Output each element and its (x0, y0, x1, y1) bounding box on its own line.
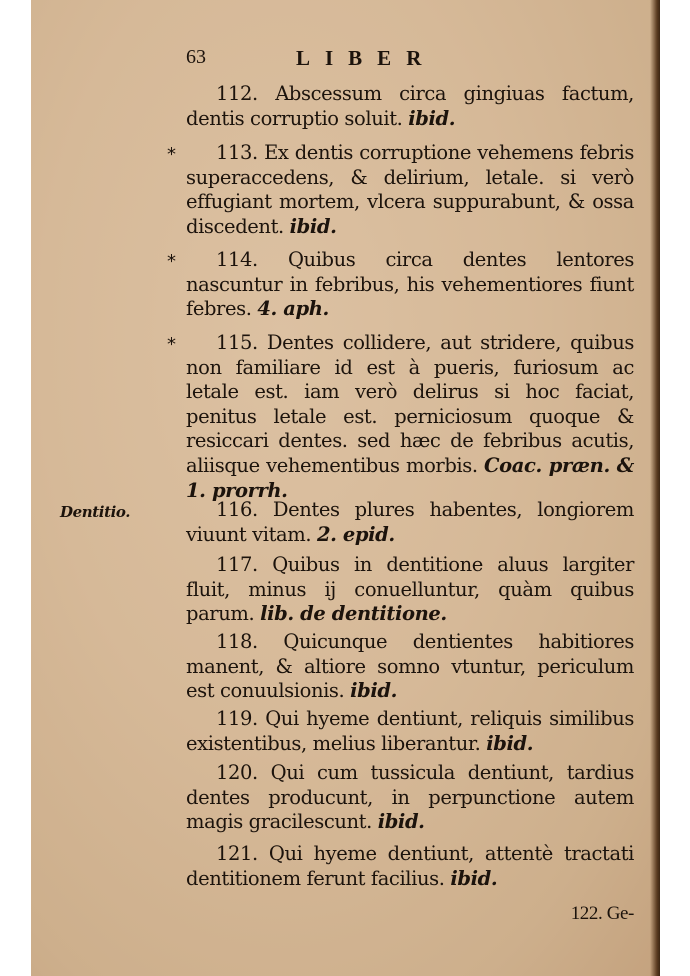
citation: ibid. (289, 214, 337, 238)
page-header (186, 46, 634, 72)
paragraph-text: Abscessum circa gingiuas factum, dentis corruptio soluit. (186, 82, 634, 130)
citation: ibid. (350, 679, 398, 703)
margin-note: Dentitio. (60, 503, 131, 521)
paragraph-text: Dentes plures habentes, longiorem viuunt vitam. (186, 498, 634, 546)
citation: Coac. præn. & 1. prorrh. (186, 453, 634, 502)
asterisk-marker-icon: * (167, 251, 176, 272)
paragraph-number: 121. (216, 842, 258, 865)
paragraph-text: Quibus circa dentes lentores nascuntur in febribus, his vehementiores fiunt febres. (186, 248, 634, 321)
paragraph-119 (186, 707, 634, 756)
paragraph-number: 117. (216, 553, 258, 576)
paragraph-120 (186, 761, 634, 835)
citation: ibid. (450, 866, 498, 890)
paragraph-number: 116. (216, 498, 258, 521)
asterisk-marker-icon: * (167, 334, 176, 355)
asterisk-marker-icon: * (167, 144, 176, 165)
paragraph-number: 115. (216, 331, 258, 354)
paragraph-text: Qui hyeme dentiunt, reliquis similibus existentibus, melius liberantur. (186, 707, 634, 755)
paragraph-text: Ex dentis corruptione vehemens febris superaccedens, & delirium, letale. si verò effugiant mortem, vlcera suppurabunt, & ossa discedent. (186, 141, 634, 238)
citation: ibid. (486, 731, 534, 755)
paragraph-118 (186, 630, 634, 704)
paragraph-121 (186, 842, 634, 891)
paragraph-number: 112. (216, 82, 258, 105)
citation: ibid. (377, 810, 425, 834)
paragraph-text: Dentes collidere, aut stridere, quibus non familiare id est à pueris, furiosum ac letale est. iam verò delirus si hoc faciat, penitus letale est. perniciosum quoque & resiccari dentes. sed hæc de febribus acutis, aliisque vehementibus morbis. (186, 331, 634, 477)
paragraph-number: 113. (216, 141, 258, 164)
citation: ibid. (408, 106, 456, 130)
paragraph-text: Quibus in dentitione aluus largiter fluit, minus ij conuelluntur, quàm quibus parum. (186, 553, 634, 626)
paragraph-112 (186, 82, 634, 131)
paragraph-113 (167, 141, 634, 239)
running-title: LIBER (296, 46, 437, 70)
paragraph-number: 119. (216, 707, 258, 730)
paragraph-116 (60, 498, 634, 547)
paragraph-number: 114. (216, 248, 258, 271)
folio-number: 63 (186, 46, 206, 68)
paragraph-number: 120. (216, 761, 258, 784)
paragraph-117 (186, 553, 634, 627)
paragraph-115 (167, 331, 634, 503)
citation: 2. epid. (316, 522, 395, 546)
citation: lib. de dentitione. (260, 602, 447, 626)
paragraph-text: Qui hyeme dentiunt, attentè tractati dentitionem ferunt facilius. (186, 842, 634, 890)
paragraph-number: 118. (216, 630, 258, 653)
paragraph-text: Qui cum tussicula dentiunt, tardius dentes producunt, in perpunctione autem magis gracilescunt. (186, 761, 634, 834)
paragraph-114 (167, 248, 634, 322)
paragraph-text: Quicunque dentientes habitiores manent, & altiore somno vtuntur, periculum est conuulsionis. (186, 630, 634, 703)
citation: 4. aph. (257, 297, 329, 321)
book-page (31, 0, 660, 976)
catchword: 122. Ge- (570, 903, 634, 924)
